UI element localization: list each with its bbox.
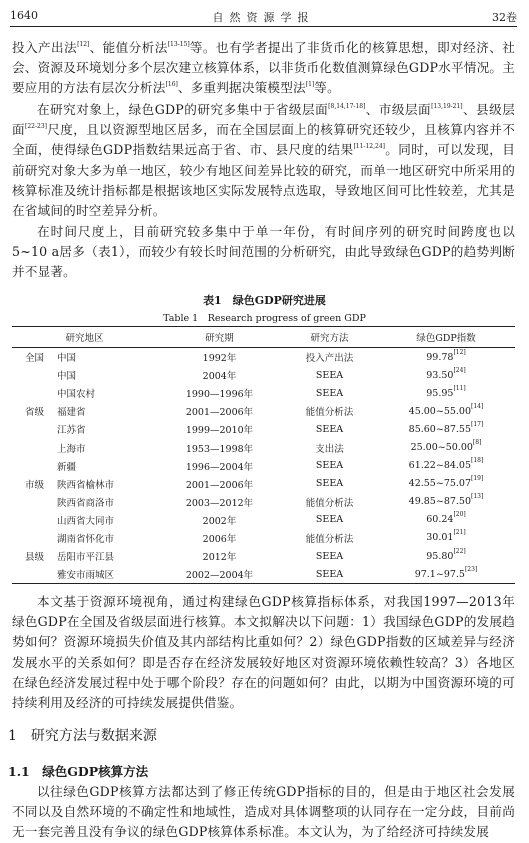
table-caption-en: Table 1 Research progress of green GDP (163, 313, 366, 324)
cell-period: 1999—2010年 (185, 425, 254, 437)
research-progress-table (12, 326, 515, 584)
cell-index: 60.24[20] (426, 511, 466, 526)
cell-level (12, 366, 57, 384)
cell-method: SEEA (315, 369, 344, 381)
cell-index: 61.22~84.05[18] (408, 457, 484, 472)
paragraph-time-scale: 在时间尺度上，目前研究较多集中于单一年份，有时间序列的研究时间跨度也以5~10 a居多（表1），而较少有较长时间范围的分析研究，由此导致绿色GDP的趋势判断并不显著。 (12, 224, 515, 280)
cell-index: 99.78[12] (426, 348, 466, 363)
citation: [22-23] (25, 123, 47, 131)
table-row (12, 420, 515, 438)
table-header-row (12, 327, 515, 348)
page-number: 1640 (10, 9, 38, 22)
table-row (12, 438, 515, 456)
cell-region: 江苏省 (57, 425, 86, 437)
cell-index: 45.00~55.00[14] (408, 402, 484, 417)
cell-index: 97.1~97.5[23] (377, 565, 515, 584)
table-row (12, 366, 515, 384)
cell-index: 93.50[24] (426, 366, 466, 381)
cell-region: 山西省大同市 (57, 515, 115, 527)
cell-period: 2002—2004年 (157, 565, 282, 584)
citation: [12] (453, 348, 466, 356)
table-row (12, 547, 515, 565)
citation: [18] (471, 457, 484, 465)
cell-level: 省级 (24, 407, 44, 419)
table-row (12, 511, 515, 529)
cell-period: 1992年 (202, 353, 237, 365)
cell-method: SEEA (315, 460, 344, 472)
table-row (12, 565, 515, 584)
citation: [21] (453, 529, 466, 537)
journal-title: 自然资源学报 (212, 11, 315, 24)
citation: [11] (453, 384, 466, 392)
citation: [1] (305, 81, 315, 89)
cell-region: 新疆 (57, 461, 77, 473)
cell-index: 25.00~50.00[8] (410, 439, 482, 454)
citation: [20] (453, 511, 466, 519)
cell-method: 支出法 (315, 443, 344, 455)
cell-index: 30.01[21] (426, 529, 466, 544)
citation: [24] (453, 366, 466, 374)
cell-method: 能值分析法 (305, 533, 354, 545)
citation: [14] (471, 402, 484, 410)
table-row (12, 493, 515, 511)
cell-level (12, 529, 57, 547)
table-caption-cn: 表1 绿色GDP研究进展 (203, 294, 326, 307)
section-heading-1-1: 1.1 绿色GDP核算方法 (8, 764, 149, 779)
table-row (12, 402, 515, 420)
cell-region: 中国农村 (57, 389, 96, 401)
cell-region: 雅安市雨城区 (57, 565, 157, 584)
cell-period: 2001—2006年 (185, 479, 254, 491)
table-row (12, 529, 515, 547)
volume-label: 32卷 (492, 11, 517, 24)
paragraph-methods-review: 投入产出法[12]、能值分析法[13-15]等。也有学者提出了非货币化的核算思想，即对经济、社会、资源及环境划分多个层次建立核算体系，以非货币化数值测算绿色GDP水平情况。主要应用的方法有层次分析法[16]、多重判据决策模型法[1]等。 (12, 40, 516, 96)
citation: [13] (471, 493, 484, 501)
cell-level: 县级 (24, 552, 44, 564)
cell-period: 1996—2004年 (185, 461, 254, 473)
citation: [8,14,17-18] (328, 103, 366, 110)
citation: [11-12,24] (353, 143, 385, 151)
citation: [23] (464, 565, 478, 573)
cell-period: 2003—2012年 (185, 497, 254, 509)
cell-method: 能值分析法 (305, 497, 354, 509)
citation: [8] (472, 439, 482, 447)
cell-region: 福建省 (57, 407, 86, 419)
cell-method: SEEA (315, 423, 344, 435)
section-heading-1: 1 研究方法与数据来源 (8, 728, 157, 744)
cell-region: 岳阳市平江县 (57, 552, 115, 564)
cell-region: 中国 (57, 353, 77, 365)
table-row (12, 475, 515, 493)
table-row (12, 384, 515, 402)
cell-region: 陕西省商洛市 (57, 497, 115, 509)
cell-level (12, 420, 57, 438)
cell-period: 2002年 (202, 515, 237, 527)
cell-method: SEEA (282, 565, 377, 584)
citation: [22] (453, 547, 466, 555)
cell-index: 42.55~75.07[19] (408, 475, 484, 490)
cell-index: 49.85~87.50[13] (408, 493, 484, 508)
cell-period: 2006年 (202, 533, 237, 545)
cell-period: 2004年 (202, 371, 237, 383)
table-row (12, 457, 515, 475)
cell-method: SEEA (315, 478, 344, 490)
paragraph-accounting-method: 以往绿色GDP核算方法都达到了修正传统GDP指标的目的，但是由于地区社会发展不同以及自然环境的不确定性和地域性，造成对具体调整项的认同存在一定分歧，目前尚无一套完善且没有争议的绿色GDP核算体系标准。本文认为，为了给经济可持续发展 (12, 784, 515, 840)
cell-level (12, 384, 57, 402)
cell-level: 全国 (24, 353, 44, 365)
header-method: 研究方法 (282, 327, 377, 348)
cell-period: 2001—2006年 (185, 407, 254, 419)
cell-level (12, 438, 57, 456)
cell-period: 1953—1998年 (185, 443, 254, 455)
table-row (12, 348, 515, 367)
cell-level (12, 511, 57, 529)
cell-level: 市级 (24, 479, 44, 491)
cell-method: SEEA (315, 387, 344, 399)
cell-region: 陕西省榆林市 (57, 479, 115, 491)
header-index: 绿色GDP指数 (377, 327, 515, 348)
cell-level (12, 493, 57, 511)
cell-level (12, 565, 57, 584)
citation: [16] (165, 81, 178, 89)
running-head (10, 8, 517, 27)
table-body (12, 348, 515, 584)
cell-region: 上海市 (57, 443, 86, 455)
cell-index: 95.95[11] (426, 384, 466, 399)
cell-method: 投入产出法 (305, 353, 354, 365)
citation: [13-15] (167, 41, 190, 48)
cell-period: 1990—1996年 (185, 389, 254, 401)
citation: [17] (471, 420, 484, 428)
citation: [13,19-21] (431, 103, 463, 110)
cell-index: 85.60~87.55[17] (408, 420, 484, 435)
paragraph-objectives: 本文基于资源环境视角，通过构建绿色GDP核算指标体系，对我国1997—2013年绿色GDP在全国及省级层面进行核算。本文拟解决以下问题：1）我国绿色GDP的发展趋势如何？资源环境损失价值及其内部结构比重如何？2）绿色GDP指数的区域差异与经济发展水平的关系如何？即是否存在经济发展较好地区对资源环境依赖性较高？3）各地区在绿色经济发展过程中处于哪个阶段？存在的问题如何？由此，以期为中国资源环境的可持续利用及经济的可持续发展提供借鉴。 (12, 594, 515, 711)
cell-region: 湖南省怀化市 (57, 533, 115, 545)
cell-method: 能值分析法 (305, 407, 354, 419)
cell-level (12, 457, 57, 475)
header-period: 研究期 (157, 327, 282, 348)
paragraph-research-objects: 在研究对象上，绿色GDP的研究多集中于省级层面[8,14,17-18]、市级层面[13,19-21]、县级层面[22-23]尺度，且以资源型地区居多，而在全国层面上的核算研究还较少，且核算内容并不全面，使得绿色GDP指数结果远高于省、市、县尺度的结果[11-12,24]。同时，可以发现，目前研究对象大多为单一地区，较少有地区间差异比较的研究，而单一地区研究中所采用的核算标准及统计指标都是根据该地区实际发展特点选取，导致地区间可比性较差，尤其是在省域间的时空差异分析。 (12, 102, 516, 219)
cell-method: SEEA (315, 550, 344, 562)
header-area: 研究地区 (12, 327, 157, 348)
cell-method: SEEA (315, 514, 344, 526)
citation: [19] (471, 475, 484, 483)
citation: [12] (77, 41, 90, 48)
cell-region: 中国 (57, 371, 77, 383)
cell-period: 2012年 (202, 552, 237, 564)
cell-index: 95.80[22] (426, 547, 466, 562)
